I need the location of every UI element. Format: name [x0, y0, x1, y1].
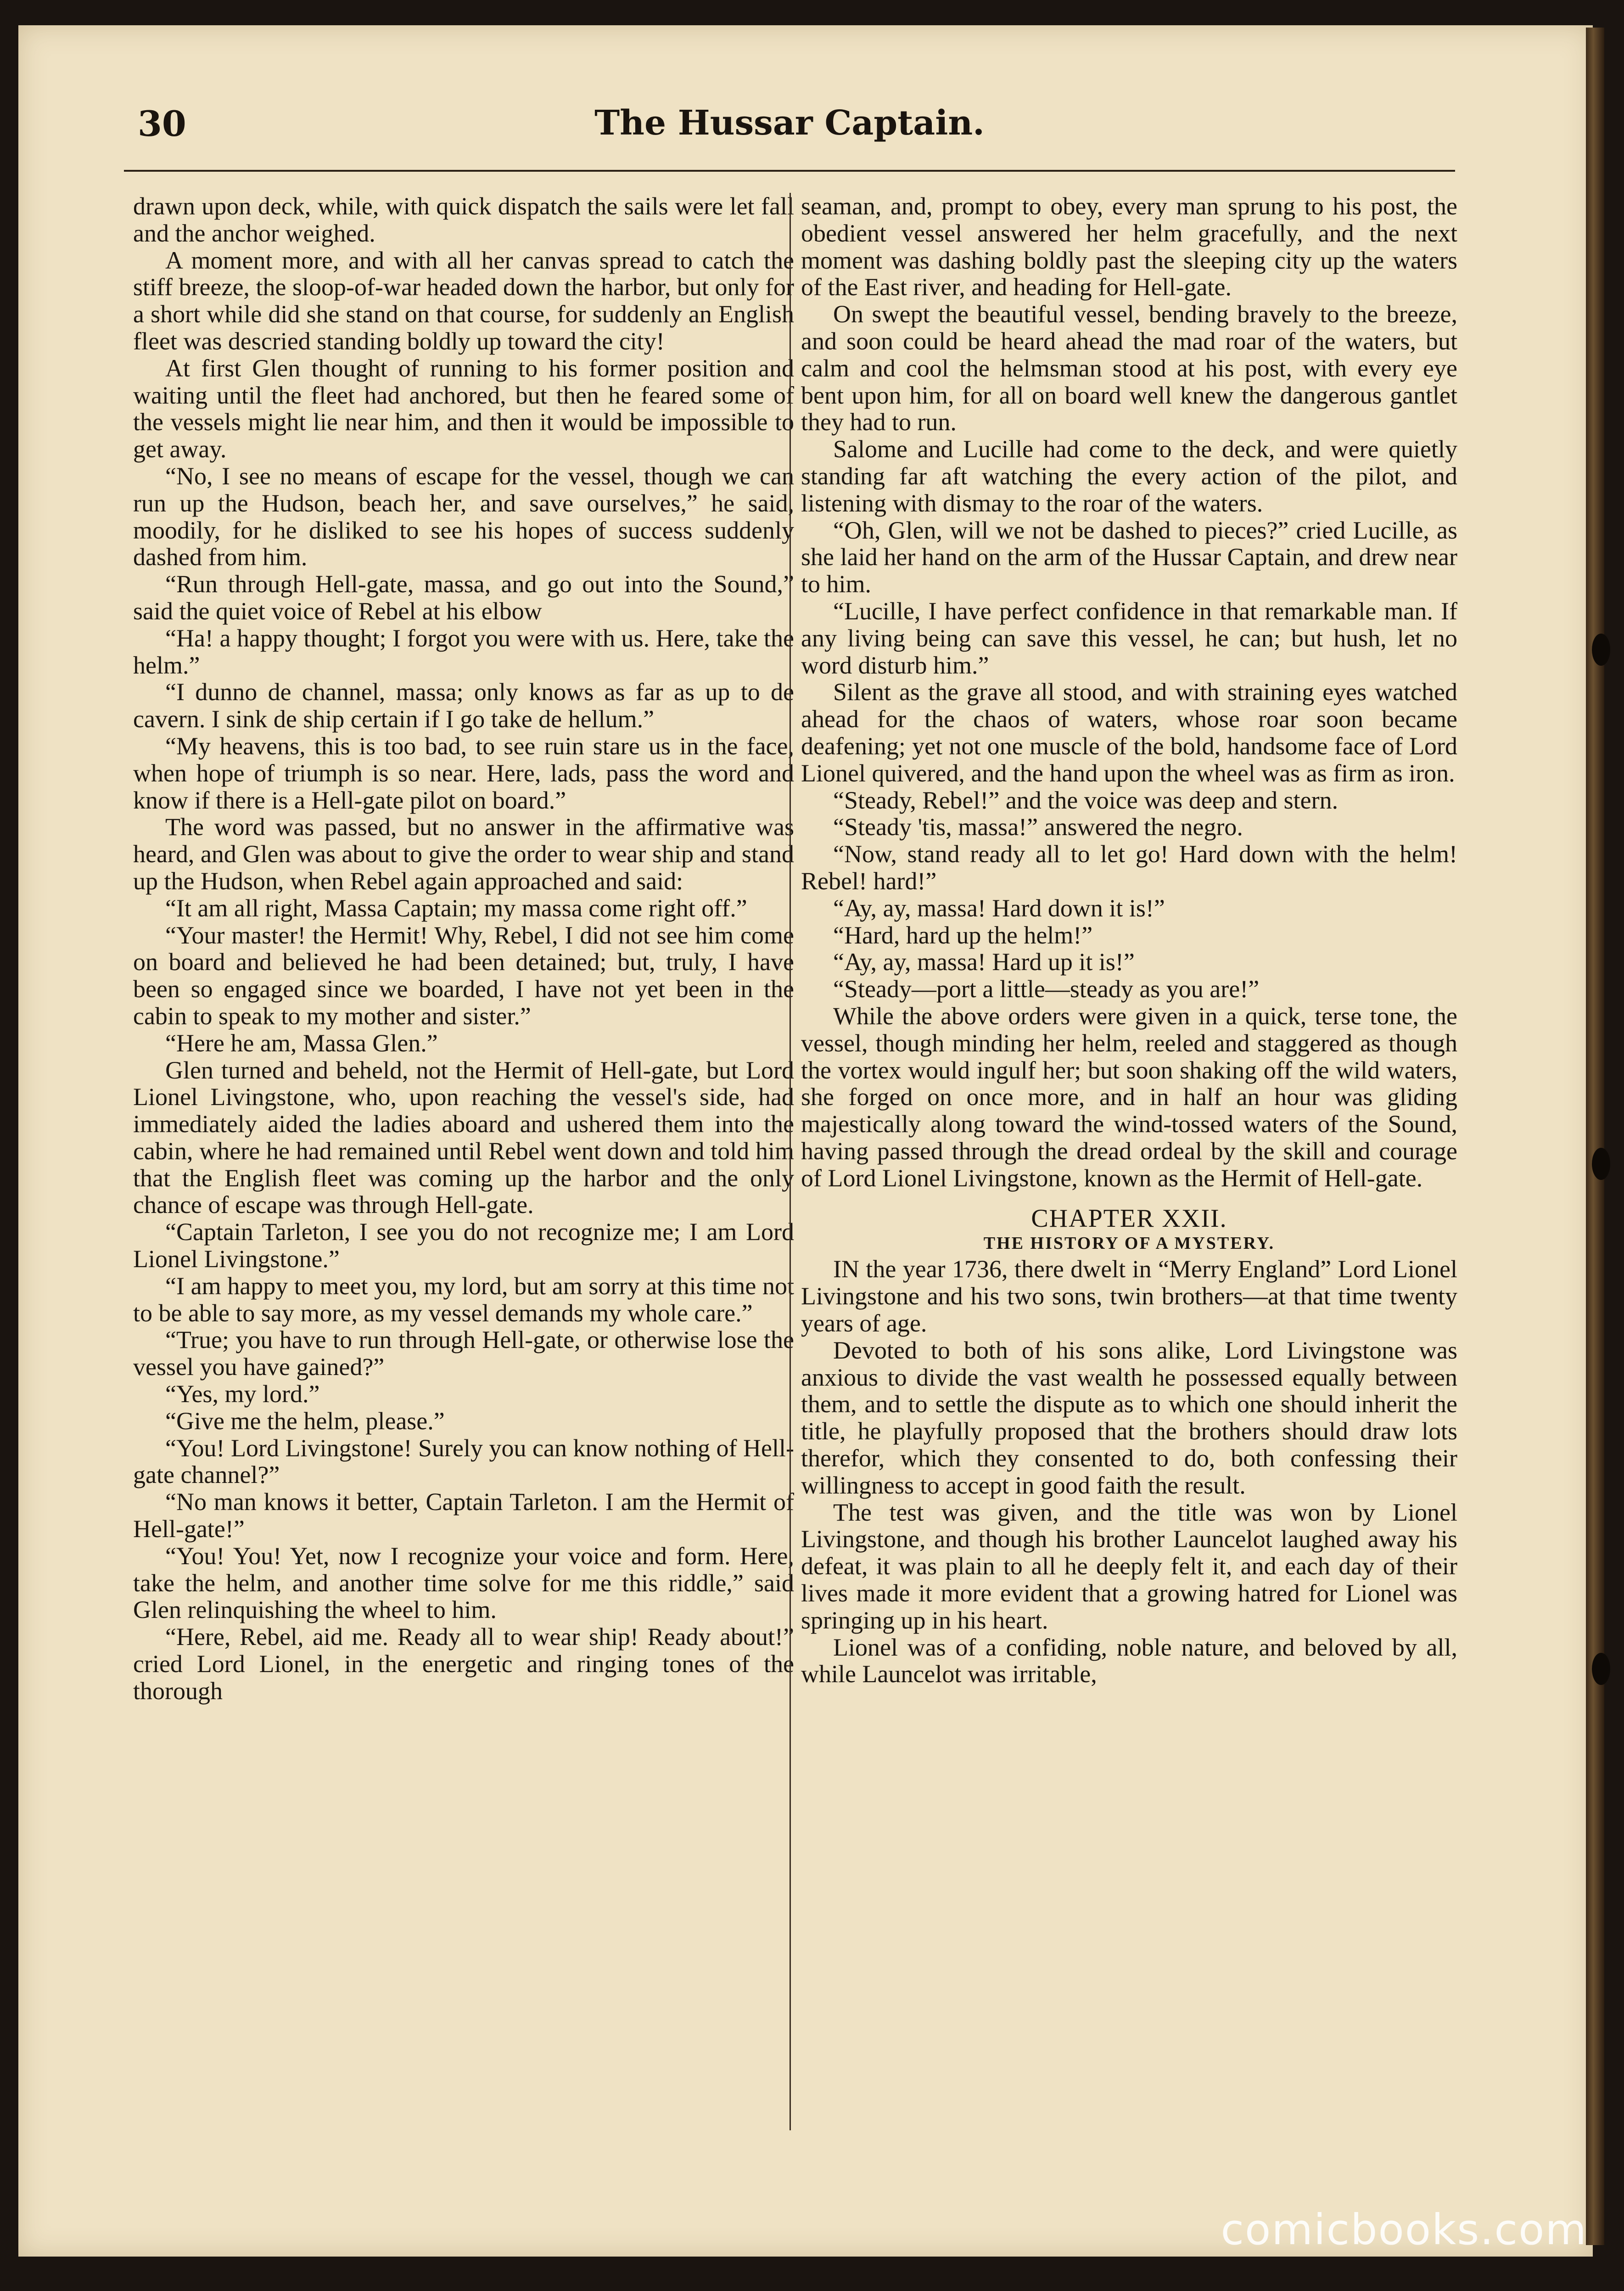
chapter-heading: CHAPTER XXII.	[1031, 1204, 1227, 1233]
paragraph: “Your master! the Hermit! Why, Rebel, I did not see him come on board and believed he had been detained; but, truly, I have been so engaged since we boarded, I have not yet been in the cabin to speak to my mother and sister.”	[133, 921, 794, 1030]
paragraph: Glen turned and beheld, not the Hermit of Hell-gate, but Lord Lionel Livingstone, who, upon reaching the vessel's side, had immediately aided the ladies aboard and ushered them into the cabin, where he had remained until Rebel went down and told him that the English fleet was coming up the harbor and the only chance of escape was through Hell-gate.	[133, 1056, 794, 1219]
paragraph: “Yes, my lord.”	[165, 1380, 320, 1408]
paragraph: “Ay, ay, massa! Hard down it is!”	[833, 894, 1165, 922]
paragraph: “No, I see no means of escape for the vessel, though we can run up the Hudson, beach her, and save ourselves,” he said, moodily, for he disliked to see his hopes of success suddenly dashed from him.	[133, 462, 794, 571]
paragraph: “Ha! a happy thought; I forgot you were with us. Here, take the helm.”	[133, 624, 794, 679]
book-binding-edge	[1586, 28, 1604, 2245]
paragraph: “I am happy to meet you, my lord, but am sorry at this time not to be able to say more, as my vessel demands my whole care.”	[133, 1272, 794, 1327]
column-divider	[790, 193, 791, 2130]
paragraph: A moment more, and with all her canvas spread to catch the stiff breeze, the sloop-of-war headed down the harbor, but only for a short while did she stand on that course, for suddenly an English fleet was descried standing boldly up toward the city!	[133, 246, 794, 355]
paragraph: “Here he am, Massa Glen.”	[165, 1029, 438, 1057]
left-column	[133, 193, 794, 1705]
paragraph: “I dunno de channel, massa; only knows as far as up to de cavern. I sink de ship certain if I go take de hellum.”	[133, 678, 794, 733]
paragraph: “It am all right, Massa Captain; my massa come right off.”	[165, 894, 747, 922]
header-rule	[124, 170, 1455, 172]
paragraph: “Run through Hell-gate, massa, and go out into the Sound,” said the quiet voice of Rebel at his elbow	[133, 570, 794, 625]
paragraph: “Lucille, I have perfect confidence in that remarkable man. If any living being can save this vessel, he can; but hush, let no word disturb him.”	[801, 597, 1457, 679]
paragraph: Devoted to both of his sons alike, Lord Livingstone was anxious to divide the vast wealth he possessed equally between them, and to settle the dispute as to which one should inherit the title, he playfully proposed that the brothers should draw lots therefor, which they consented to do, both confessing their willingness to accept in good faith the result.	[801, 1336, 1457, 1499]
binding-hole	[1592, 1148, 1610, 1180]
paragraph: “Hard, hard up the helm!”	[833, 921, 1093, 949]
paragraph: “Here, Rebel, aid me. Ready all to wear ship! Ready about!” cried Lord Lionel, in the energetic and ringing tones of the thorough	[133, 1623, 794, 1705]
paragraph: Lionel was of a confiding, noble nature, and beloved by all, while Launcelot was irritable,	[801, 1633, 1457, 1688]
paragraph: “Now, stand ready all to let go! Hard down with the helm! Rebel! hard!”	[801, 840, 1457, 895]
paragraph: Salome and Lucille had come to the deck, and were quietly standing far aft watching the every action of the pilot, and listening with dismay to the roar of the waters.	[801, 435, 1457, 517]
paragraph: “Oh, Glen, will we not be dashed to pieces?” cried Lucille, as she laid her hand on the arm of the Hussar Captain, and drew near to him.	[801, 516, 1457, 598]
paragraph: “Steady, Rebel!” and the voice was deep and stern.	[833, 786, 1338, 814]
paragraph: The test was given, and the title was won by Lionel Livingstone, and though his brother Launcelot laughed away his defeat, it was plain to all he deeply felt it, and each day of their lives made it more evident that a growing hatred for Lionel was springing up in his heart.	[801, 1498, 1457, 1634]
paragraph: “Captain Tarleton, I see you do not recognize me; I am Lord Lionel Livingstone.”	[133, 1218, 794, 1273]
paragraph: On swept the beautiful vessel, bending bravely to the breeze, and soon could be heard ahead the mad roar of the waters, but calm and cool the helmsman stood at his post, with every eye bent upon him, for all on board well knew the dangerous gantlet they had to run.	[801, 300, 1457, 436]
paragraph: “Give me the helm, please.”	[165, 1407, 445, 1435]
paragraph: “Ay, ay, massa! Hard up it is!”	[833, 948, 1135, 976]
watermark: comicbooks.com	[1221, 2205, 1587, 2254]
binding-hole	[1592, 634, 1610, 666]
paragraph: At first Glen thought of running to his former position and waiting until the fleet had anchored, but then he feared some of the vessels might lie near him, and then it would be impossible to get away.	[133, 354, 794, 463]
chapter-subtitle: THE HISTORY OF A MYSTERY.	[983, 1234, 1275, 1253]
paragraph: “Steady 'tis, massa!” answered the negro.	[833, 813, 1243, 841]
paragraph: Silent as the grave all stood, and with straining eyes watched ahead for the chaos of waters, whose roar soon became deafening; yet not one muscle of the bold, handsome face of Lord Lionel quivered, and the hand upon the wheel was as firm as iron.	[801, 678, 1457, 787]
paragraph: “True; you have to run through Hell-gate, or otherwise lose the vessel you have gained?”	[133, 1326, 794, 1381]
paragraph: “Steady—port a little—steady as you are!”	[833, 975, 1260, 1003]
right-column	[801, 193, 1457, 1688]
page-number: 30	[138, 103, 186, 144]
paragraph: “No man knows it better, Captain Tarleton. I am the Hermit of Hell-gate!”	[133, 1488, 794, 1543]
paragraph: While the above orders were given in a quick, terse tone, the vessel, though minding her helm, reeled and staggered as though the vortex would ingulf her; but soon shaking off the wild waters, she forged on once more, and in half an hour was gliding majestically along toward the wind-tossed waters of the Sound, having passed through the dread ordeal by the skill and courage of Lord Lionel Livingstone, known as the Hermit of Hell-gate.	[801, 1002, 1457, 1192]
paragraph: The word was passed, but no answer in the affirmative was heard, and Glen was about to give the order to wear ship and stand up the Hudson, when Rebel again approached and said:	[133, 813, 794, 895]
page-header	[119, 103, 1460, 154]
paragraph: “My heavens, this is too bad, to see ruin stare us in the face, when hope of triumph is so near. Here, lads, pass the word and know if there is a Hell-gate pilot on board.”	[133, 732, 794, 814]
right-column-before-chapter	[801, 193, 1457, 1191]
paragraph: “You! You! Yet, now I recognize your voice and form. Here, take the helm, and another time solve for me this riddle,” said Glen relinquishing the wheel to him.	[133, 1542, 794, 1624]
binding-hole	[1592, 1653, 1610, 1685]
right-column-after-chapter	[801, 1256, 1457, 1688]
paragraph: IN the year 1736, there dwelt in “Merry England” Lord Lionel Livingstone and his two sons, twin brothers—at that time twenty years of age.	[801, 1255, 1457, 1337]
paragraph: seaman, and, prompt to obey, every man sprung to his post, the obedient vessel answered her helm gracefully, and the next moment was dashing boldly past the sleeping city up the waters of the East river, and heading for Hell-gate.	[801, 192, 1457, 301]
running-title: The Hussar Captain.	[594, 103, 985, 143]
paragraph: drawn upon deck, while, with quick dispatch the sails were let fall and the anchor weighed.	[133, 192, 794, 247]
paragraph: “You! Lord Livingstone! Surely you can know nothing of Hell-gate channel?”	[133, 1434, 794, 1489]
